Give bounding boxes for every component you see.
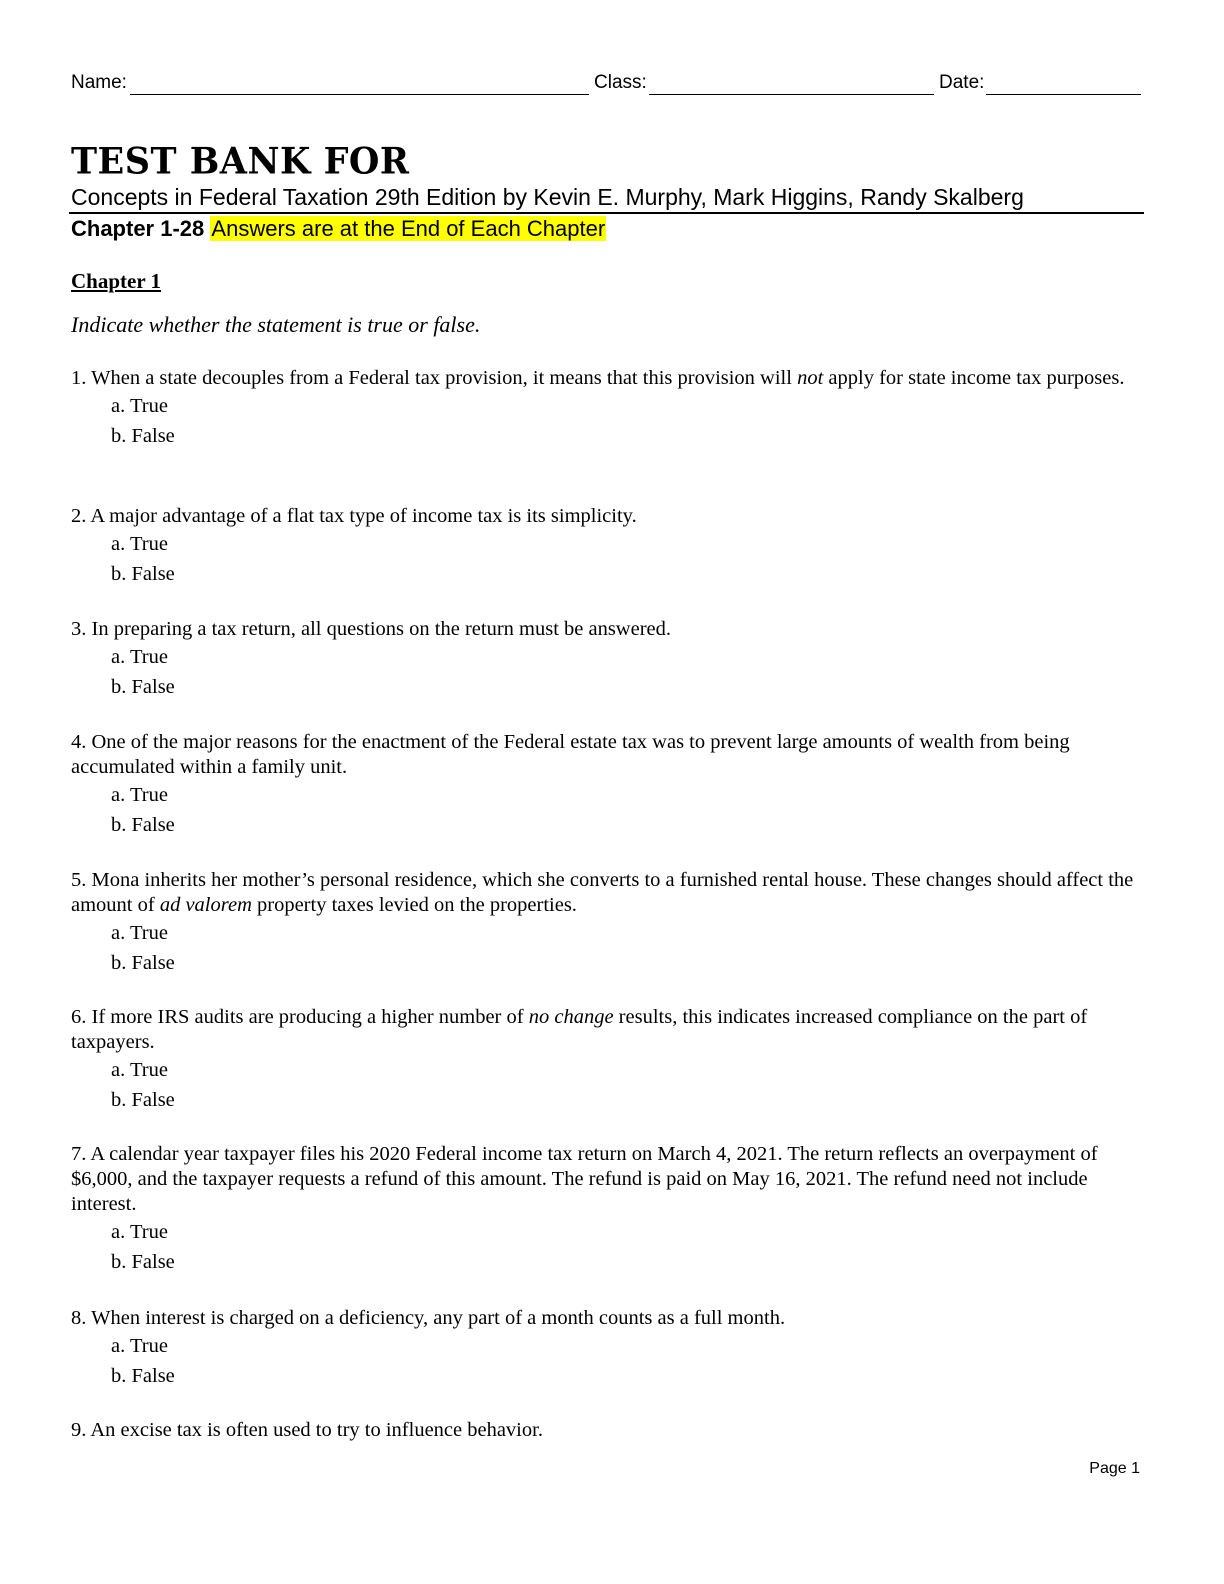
question-stem: 4. One of the major reasons for the enactment of the Federal estate tax was to prevent large amounts of wealth from being accumulated within a family unit. (71, 731, 1070, 778)
option-false: b. False (111, 1089, 175, 1111)
document-title: TEST BANK FOR (71, 140, 410, 184)
question-stem: 5. Mona inherits her mother’s personal residence, which she converts to a furnished rental house. These changes should affect the amount of ad valorem property taxes levied on the properties. (71, 869, 1134, 916)
option-true: a. True (111, 1221, 168, 1243)
option-false: b. False (111, 814, 175, 836)
option-true: a. True (111, 922, 168, 944)
option-false: b. False (111, 425, 175, 447)
question-item (71, 1418, 1141, 1443)
question-item (71, 366, 1141, 451)
chapter-range-line (71, 216, 606, 242)
answers-note-highlight: Answers are at the End of Each Chapter (211, 216, 606, 241)
question-stem: 8. When interest is charged on a deficiency, any part of a month counts as a full month. (71, 1307, 786, 1329)
option-false: b. False (111, 1251, 175, 1273)
question-item (71, 617, 1141, 702)
name-blank-line (130, 94, 589, 95)
option-true: a. True (111, 395, 168, 417)
option-false: b. False (111, 563, 175, 585)
option-true: a. True (111, 533, 168, 555)
question-item (71, 504, 1141, 589)
option-false: b. False (111, 676, 175, 698)
option-false: b. False (111, 952, 175, 974)
date-blank-line (986, 94, 1141, 95)
page-number: Page 1 (1089, 1460, 1140, 1477)
option-true: a. True (111, 1335, 168, 1357)
question-item (71, 1142, 1141, 1277)
class-blank-line (649, 94, 934, 95)
option-true: a. True (111, 784, 168, 806)
option-true: a. True (111, 646, 168, 668)
question-item (71, 1306, 1141, 1391)
option-true: a. True (111, 1059, 168, 1081)
option-false: b. False (111, 1365, 175, 1387)
class-label: Class: (594, 72, 647, 93)
student-info-header (71, 68, 1141, 96)
question-item (71, 1005, 1141, 1115)
chapter-heading: Chapter 1 (71, 269, 162, 293)
instruction-text: Indicate whether the statement is true or false. (71, 312, 481, 337)
name-label: Name: (71, 72, 127, 93)
question-stem: 1. When a state decouples from a Federal tax provision, it means that this provision will not apply for state income tax purposes. (71, 367, 1125, 389)
question-stem: 3. In preparing a tax return, all questions on the return must be answered. (71, 618, 672, 640)
question-stem: 2. A major advantage of a flat tax type of income tax is its simplicity. (71, 505, 637, 527)
question-item (71, 730, 1141, 840)
question-item (71, 868, 1141, 978)
date-label: Date: (939, 72, 985, 93)
title-divider (69, 212, 1144, 214)
book-subtitle: Concepts in Federal Taxation 29th Edition by Kevin E. Murphy, Mark Higgins, Randy Skalberg (71, 184, 1024, 210)
chapter-range: Chapter 1-28 (71, 216, 205, 241)
question-stem: 6. If more IRS audits are producing a higher number of no change results, this indicates increased compliance on the part of taxpayers. (71, 1006, 1088, 1053)
question-stem: 7. A calendar year taxpayer files his 2020 Federal income tax return on March 4, 2021. The return reflects an overpayment of $6,000, and the taxpayer requests a refund of this amount. The refund is paid on May 16, 2021. The refund need not include interest. (71, 1143, 1098, 1215)
question-stem: 9. An excise tax is often used to try to influence behavior. (71, 1419, 543, 1441)
